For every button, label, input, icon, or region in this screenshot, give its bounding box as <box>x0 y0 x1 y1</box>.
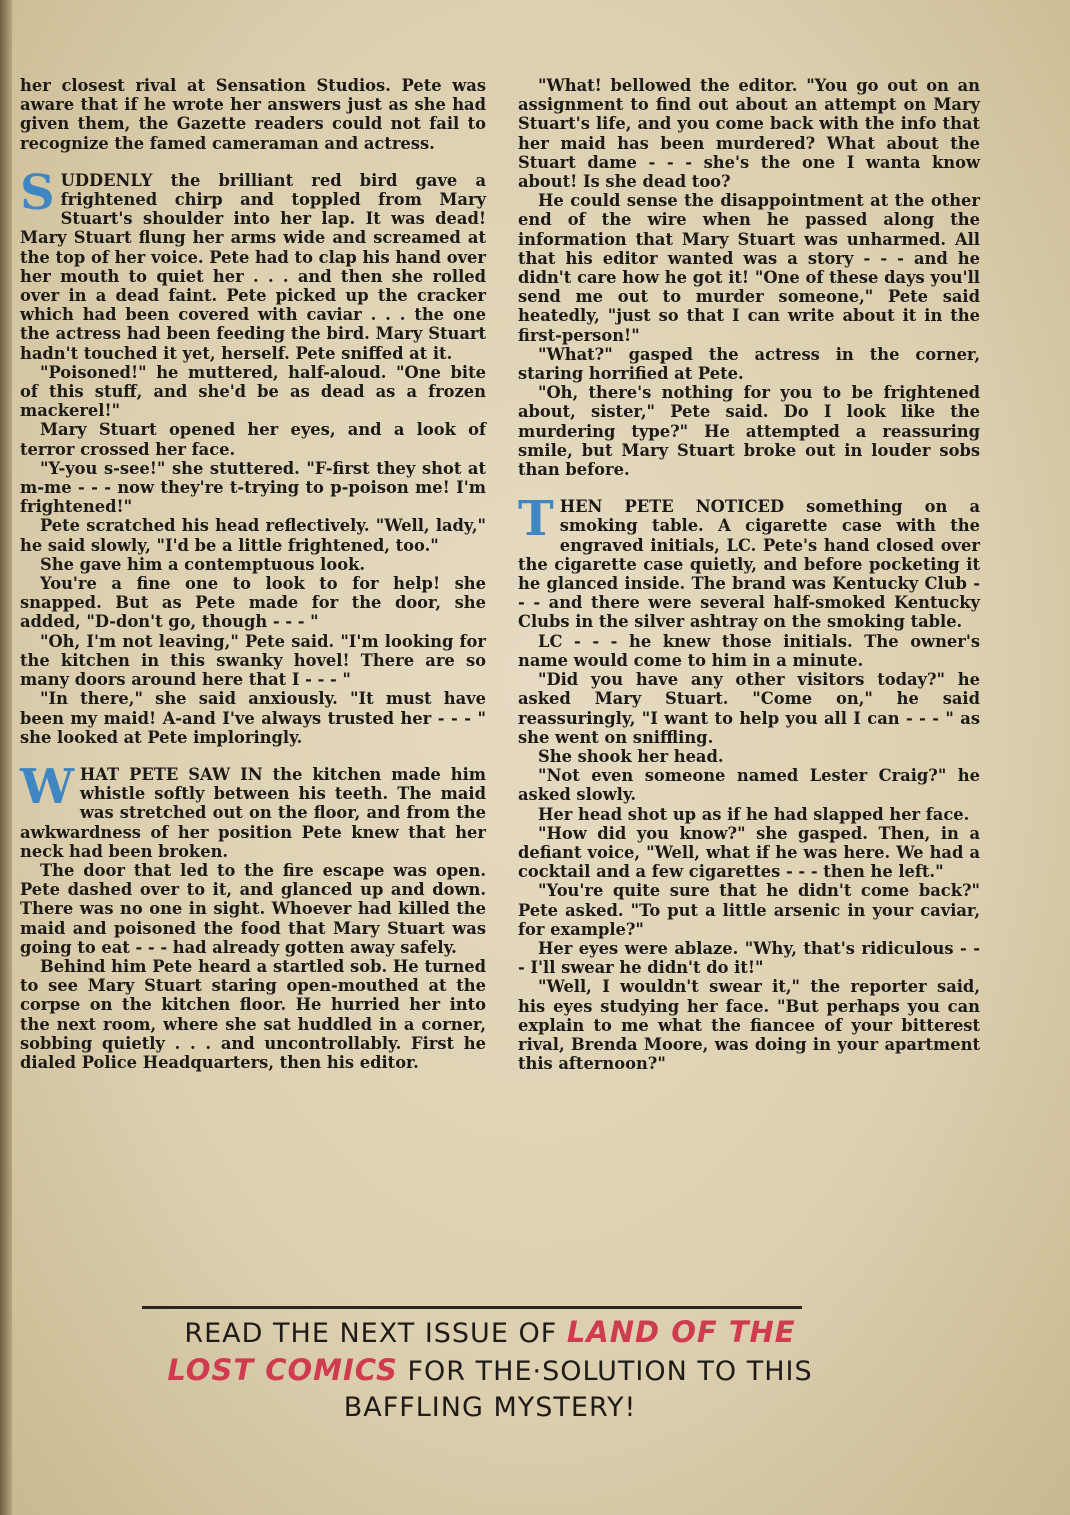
paragraph: "Oh, I'm not leaving," Pete said. "I'm looking for the kitchen in this swanky hovel! There are so many doors around here that I - - - " <box>20 631 486 690</box>
paragraph: "How did you know?" she gasped. Then, in a defiant voice, "Well, what if he was here. We had a cocktail and a few cigarettes - - - then he left." <box>518 823 980 882</box>
paragraph: "Oh, there's nothing for you to be frightened about, sister," Pete said. Do I look like the murdering type?" He attempted a reassuring smile, but Mary Stuart broke out in louder sobs than before. <box>518 383 980 480</box>
paragraph: "You're quite sure that he didn't come back?" Pete asked. "To put a little arsenic in your caviar, for example?" <box>518 881 980 939</box>
paragraph: "What! bellowed the editor. "You go out on an assignment to find out about an attempt on Mary Stuart's life, and you come back with the info that her maid has been murdered? What about the Stuart dame - - - she's the one I wanta know about! Is she dead too? <box>518 76 980 192</box>
promo-line-1 <box>90 1314 890 1352</box>
promo-title-text: LAND OF THE <box>566 1315 796 1349</box>
paragraph: You're a fine one to look to for help! she snapped. But as Pete made for the door, she added, "D-don't go, though - - - " <box>20 574 486 632</box>
promo-text: READ THE NEXT ISSUE OF <box>184 1318 567 1349</box>
promo-text: FOR THE·SOLUTION TO THIS <box>397 1356 813 1387</box>
promo-line-2 <box>90 1352 890 1390</box>
paragraph-text: HAT PETE SAW IN the kitchen made him whistle softly between his teeth. The maid was stretched out on the floor, and from the awkwardness of her position Pete knew that her neck had been broken. <box>20 764 486 861</box>
promo-line-3 <box>90 1390 890 1426</box>
promo-title-text: LOST COMICS <box>167 1353 398 1387</box>
drop-cap: S <box>20 164 55 221</box>
right-column <box>518 76 980 1073</box>
paragraph: "Poisoned!" he muttered, half-aloud. "One bite of this stuff, and she'd be as dead as a frozen mackerel!" <box>20 362 486 421</box>
paragraph: Pete scratched his head reflectively. "Well, lady," he said slowly, "I'd be a little frightened, too." <box>20 516 486 555</box>
page-gutter <box>0 0 12 1515</box>
paragraph: "What?" gasped the actress in the corner, staring horrified at Pete. <box>518 344 980 384</box>
paragraph: Behind him Pete heard a startled sob. He turned to see Mary Stuart staring open-mouthed at the corpse on the kitchen floor. He hurried her into the next room, where she sat huddled in a corner, sobbing quietly . . . and uncontrollably. First he dialed Police Headquarters, then his editor. <box>20 956 486 1072</box>
paragraph-text: UDDENLY the brilliant red bird gave a frightened chirp and toppled from Mary Stuart's shoulder into her lap. It was dead! Mary Stuart flung her arms wide and screamed at the top of her voice. Pete had to clap his hand over her mouth to quiet her . . . and then she rolled over in a dead faint. Pete picked up the cracker which had been covered with caviar . . . the one the actress had been feeding the bird. Mary Stuart hadn't touched it yet, herself. Pete sniffed at it. <box>20 170 486 363</box>
drop-cap: W <box>20 758 74 815</box>
paragraph: She gave him a contemptuous look. <box>40 554 366 574</box>
paragraph: "Well, I wouldn't swear it," the reporter said, his eyes studying her face. "But perhaps you can explain to me what the fiancee of your bitterest rival, Brenda Moore, was doing in your apartment this afternoon?" <box>518 977 980 1074</box>
promo-text: BAFFLING MYSTERY! <box>343 1392 637 1423</box>
paragraph: She shook her head. <box>538 746 724 766</box>
paragraph: LC - - - he knew those initials. The owner's name would come to him in a minute. <box>518 631 980 670</box>
paragraph: Her head shot up as if he had slapped her face. <box>538 804 970 824</box>
drop-cap: T <box>518 491 554 548</box>
paragraph-text: HEN PETE NOTICED something on a smoking table. A cigarette case with the engraved initials, LC. Pete's hand closed over the cigarette case quietly, and before pocketing it he glanced inside. The brand was Kentucky Club - - - and there were several half-smoked Kentucky Clubs in the silver ashtray on the smoking table. <box>518 497 980 632</box>
paragraph: The door that led to the fire escape was open. Pete dashed over to it, and glanced up and down. There was no one in sight. Whoever had killed the maid and poisoned the food that Mary Stuart was going to eat - - - had already gotten away safely. <box>20 860 486 957</box>
paragraph: "Y-you s-see!" she stuttered. "F-first they shot at m-me - - - now they're t-trying to p-poison me! I'm frightened!" <box>20 458 486 517</box>
paragraph: her closest rival at Sensation Studios. Pete was aware that if he wrote her answers just as she had given them, the Gazette readers could not fail to recognize the famed cameraman and actress. <box>20 76 486 153</box>
paragraph-dropcap <box>518 491 980 632</box>
paragraph: Her eyes were ablaze. "Why, that's ridiculous - - - I'll swear he didn't do it!" <box>518 938 980 978</box>
paragraph: "Did you have any other visitors today?" he asked Mary Stuart. "Come on," he said reassuringly, "I want to help you all I can - - - " as she went on sniffling. <box>518 670 980 747</box>
divider-rule <box>142 1306 802 1309</box>
paragraph: He could sense the disappointment at the other end of the wire when he passed along the information that Mary Stuart was unharmed. All that his editor wanted was a story - - - and he didn't care how he got it! "One of these days you'll send me out to murder someone," Pete said heatedly, "just so that I can write about it in the first-person!" <box>518 191 980 345</box>
paragraph: "In there," she said anxiously. "It must have been my maid! A-and I've always trusted her - - - " she looked at Pete imploringly. <box>20 689 486 747</box>
next-issue-promo <box>90 1314 890 1426</box>
left-column <box>20 76 486 1072</box>
paragraph-dropcap <box>20 164 486 363</box>
paragraph: "Not even someone named Lester Craig?" he asked slowly. <box>518 766 980 805</box>
paragraph-dropcap <box>20 758 486 861</box>
paragraph: Mary Stuart opened her eyes, and a look of terror crossed her face. <box>20 420 486 459</box>
